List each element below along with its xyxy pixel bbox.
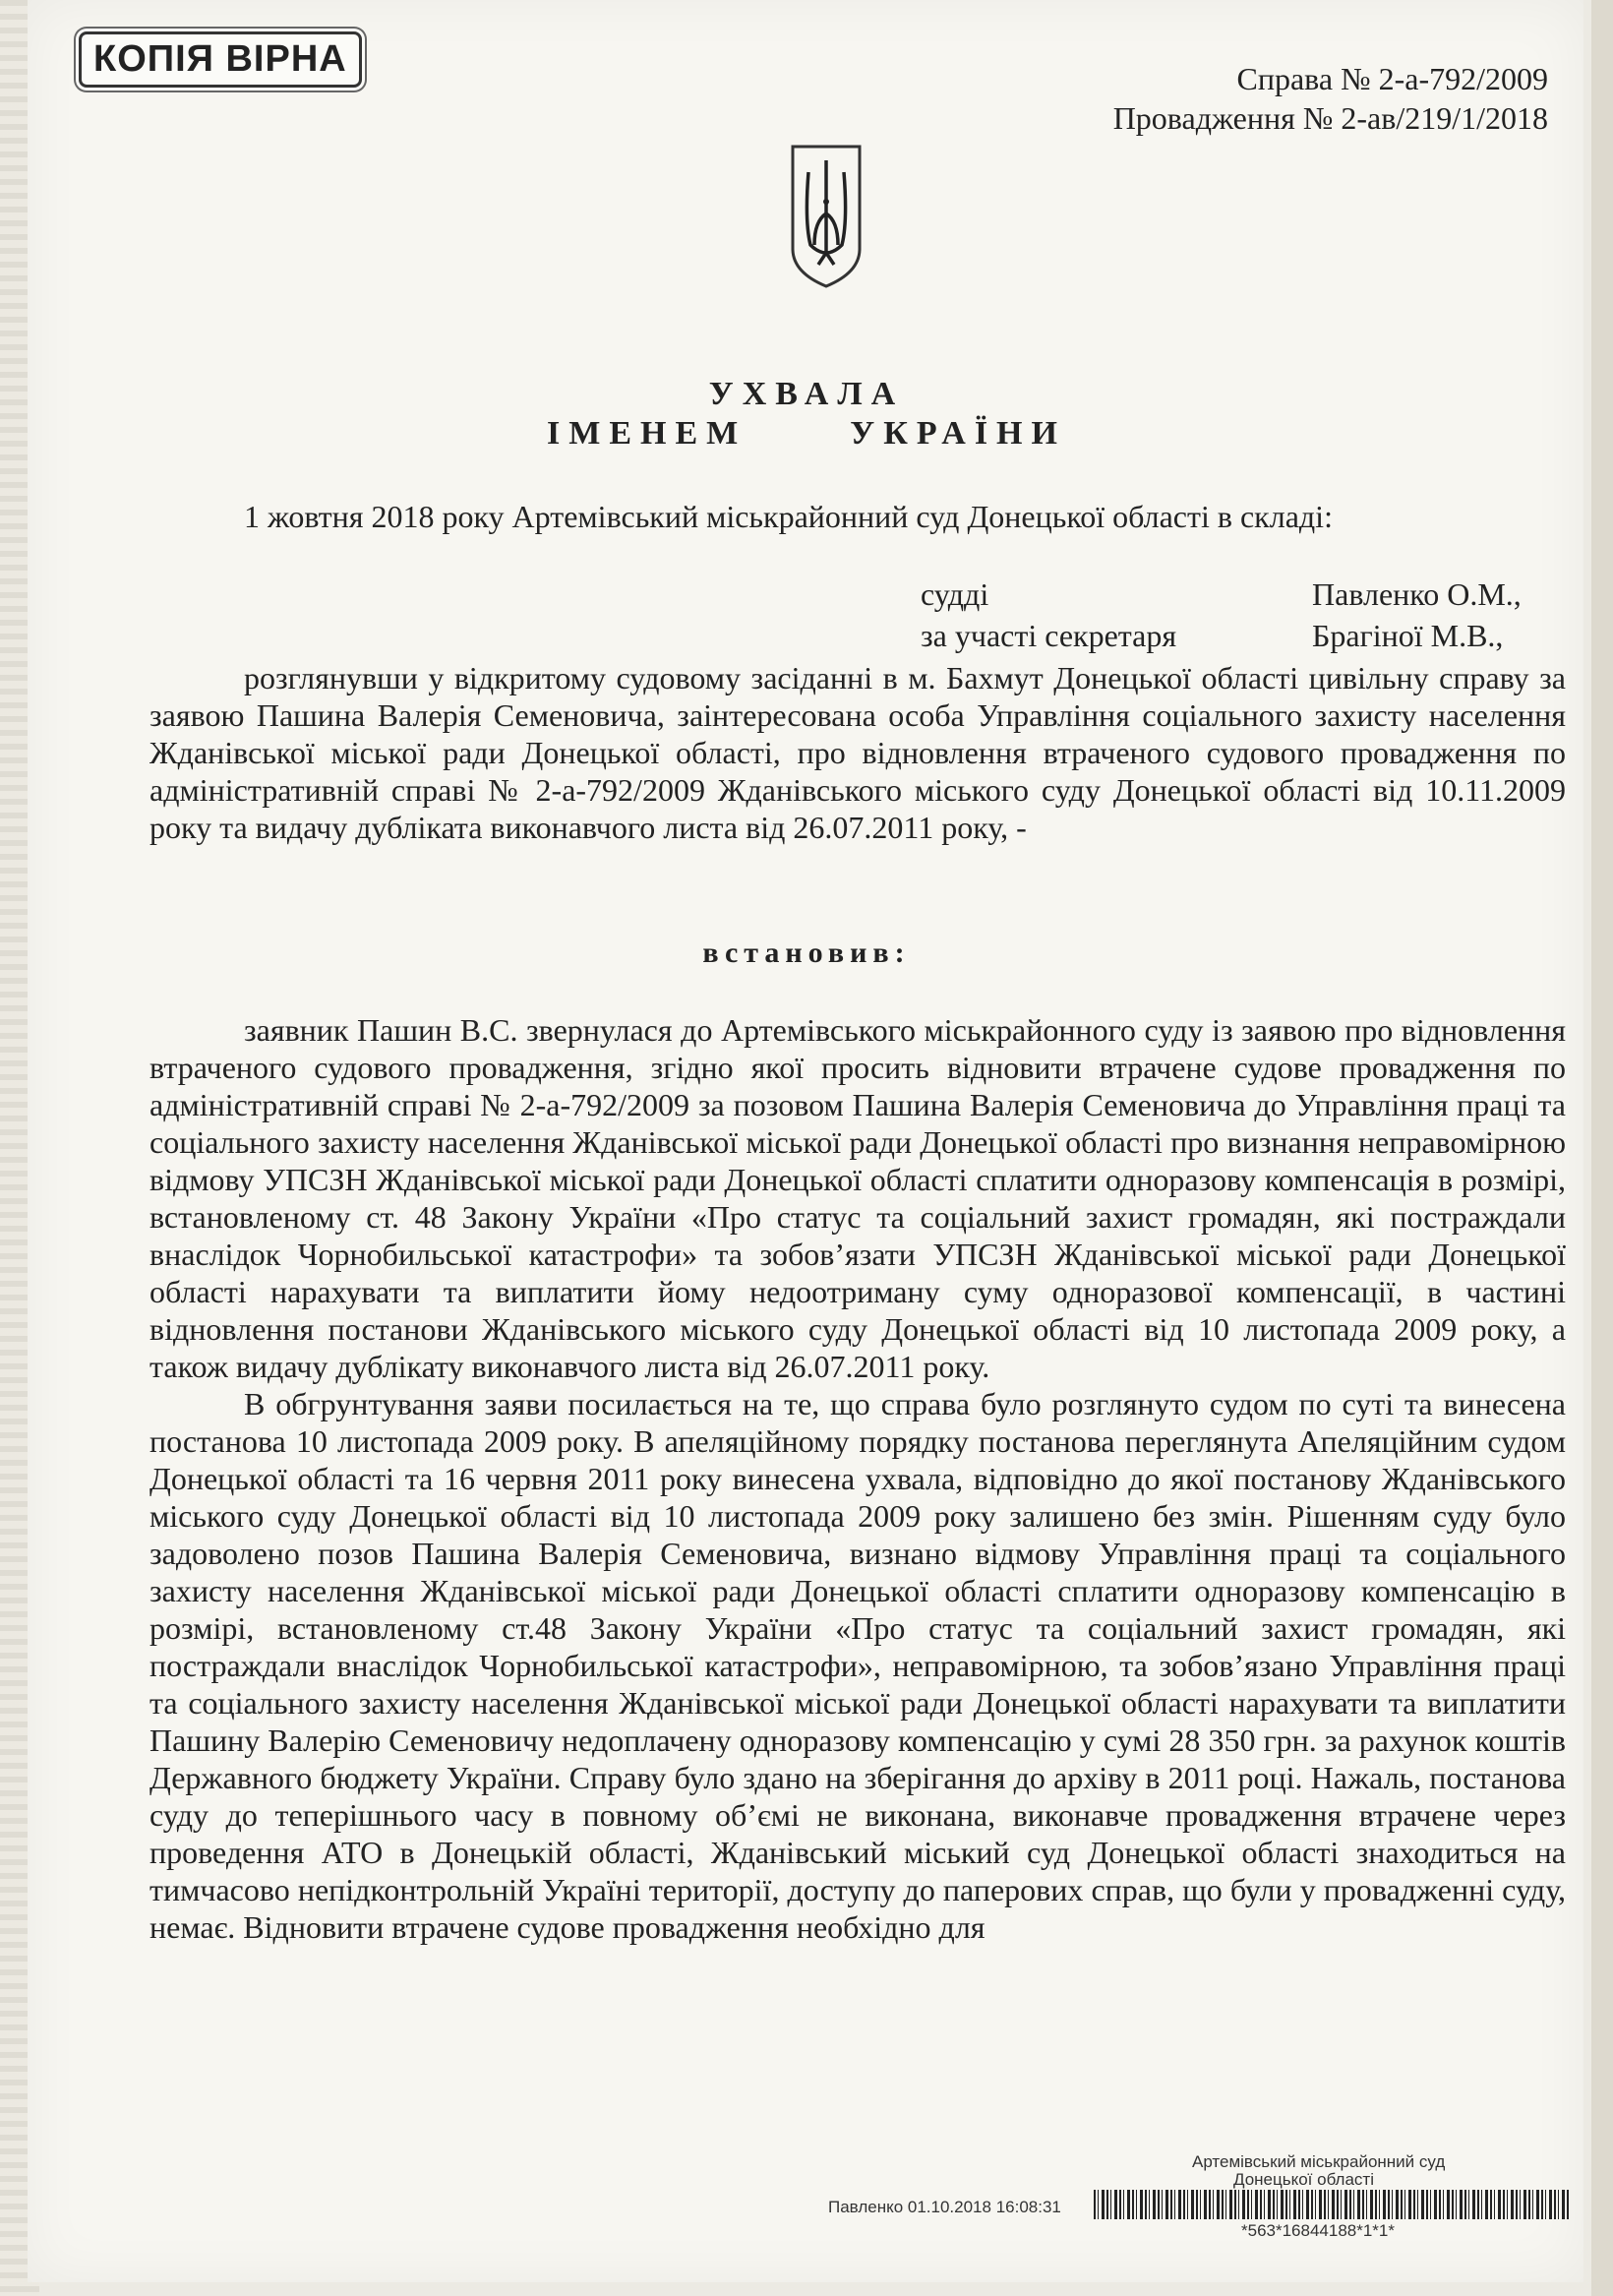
considered-text: розглянувши у відкритому судовому засіданні в м. Бахмут Донецької області цивільну справу за заявою Пашина Валерія Семеновича, заінтересована особа Управління соціального захисту населення Жданівської міської ради Донецької області, про відновлення втраченого судового провадження по адміністративній справі № 2-а-792/2009 Жданівського міського суду Донецької області від 10.11.2009 року та видачу дубліката виконавчого листа від 26.07.2011 року, - xyxy=(149,660,1566,845)
case-number: Справа № 2-а-792/2009 xyxy=(1236,61,1548,96)
certified-copy-stamp: КОПІЯ ВІРНА xyxy=(79,31,362,88)
trident-coat-of-arms-icon xyxy=(789,143,864,290)
proceeding-number: Провадження № 2-ав/219/1/2018 xyxy=(1112,100,1548,136)
secretary-label: за участі секретаря xyxy=(921,618,1177,653)
intro-text: 1 жовтня 2018 року Артемівський міськрайонний суд Донецької області в складі: xyxy=(244,499,1333,534)
case-reference xyxy=(1113,59,1548,138)
judge-name: Павленко О.М., xyxy=(1312,576,1522,612)
document-subtitle: ІМЕНЕМ УКРАЇНИ xyxy=(547,415,1066,452)
document-barcode xyxy=(1094,2190,1570,2219)
considered-paragraph xyxy=(149,659,1566,846)
signature-timestamp: Павленко 01.10.2018 16:08:31 xyxy=(828,2198,1061,2216)
paragraph-grounds: В обгрунтування заяви посилається на те, що справа було розглянуто судом по суті та винесена постанова 10 листопада 2009 року. В апеляційному порядку постанова переглянута Апеляційним судом Донецької області та 16 червня 2011 року винесена ухвала, відповідно до якої постанову Жданівського міського суду Донецької області від 10 листопада 2009 року залишено без змін. Рішенням суду було задоволено позов Пашина Валерія Семеновича, визнано відмову Управління праці та соціального захисту населення Жданівської міської ради Донецької області сплатити одноразову компенсацію в розмірі, встановленому ст.48 Закону України «Про статус та соціальний захист громадян, які постраждали внаслідок Чорнобильської катастрофи», неправомірною, та зобов’язано Управління праці та соціального захисту населення Жданівської міської ради Донецької області нарахувати та виплатити Пашину Валерію Семеновичу недоплачену одноразову компенсацію у сумі 28 350 грн. за рахунок коштів Державного бюджету України. Справу було здано на зберігання до архіву в 2011 році. Нажаль, постанова суду до теперішнього часу в повному об’ємі не виконана, виконавче провадження втрачене через проведення АТО в Донецькій області, Жданівський міський суд Донецької області знаходиться на тимчасово непідконтрольній Україні території, доступу до паперових справ, що були у провадженні суду, немає. Відновити втрачене судове провадження необхідно для xyxy=(149,1386,1566,1945)
document-title: УХВАЛА xyxy=(708,376,905,412)
judge-label: судді xyxy=(921,576,989,612)
secretary-name: Брагіної М.В., xyxy=(1312,618,1504,653)
main-body xyxy=(149,1011,1566,1946)
page-right-edge xyxy=(1591,0,1613,2296)
court-name-line2: Донецької області xyxy=(1233,2170,1374,2189)
paragraph-claim: заявник Пашин В.С. звернулася до Артемівського міськрайонного суду із заявою про відновлення втраченого судового провадження, згідно якої просить відновити втрачене судове провадження по адміністративній справі № 2-а-792/2009 за позовом Пашина Валерія Семеновича до Управління праці та соціального захисту населення Жданівської міської ради Донецької області про визнання неправомірною відмову УПСЗН Жданівської міської ради Донецької області сплатити одноразову компенсація в розмірі, встановленому ст. 48 Закону України «Про статус та соціальний захист громадян, які постраждали внаслідок Чорнобильської катастрофи» та зобов’язати УПСЗН Жданівської міської ради Донецької області нарахувати та виплатити йому недоотриману суму одноразової компенсації, в частині відновлення постанови Жданівського міського суду Донецької області від 10 листопада 2009 року, а також видачу дублікату виконавчого листа від 26.07.2011 року. xyxy=(149,1012,1566,1384)
court-name-line1: Артемівський міськрайонний суд xyxy=(1192,2152,1446,2171)
barcode-text: *563*16844188*1*1* xyxy=(1241,2221,1395,2240)
intro-paragraph xyxy=(149,498,1566,535)
established-heading: встановив: xyxy=(702,937,911,969)
